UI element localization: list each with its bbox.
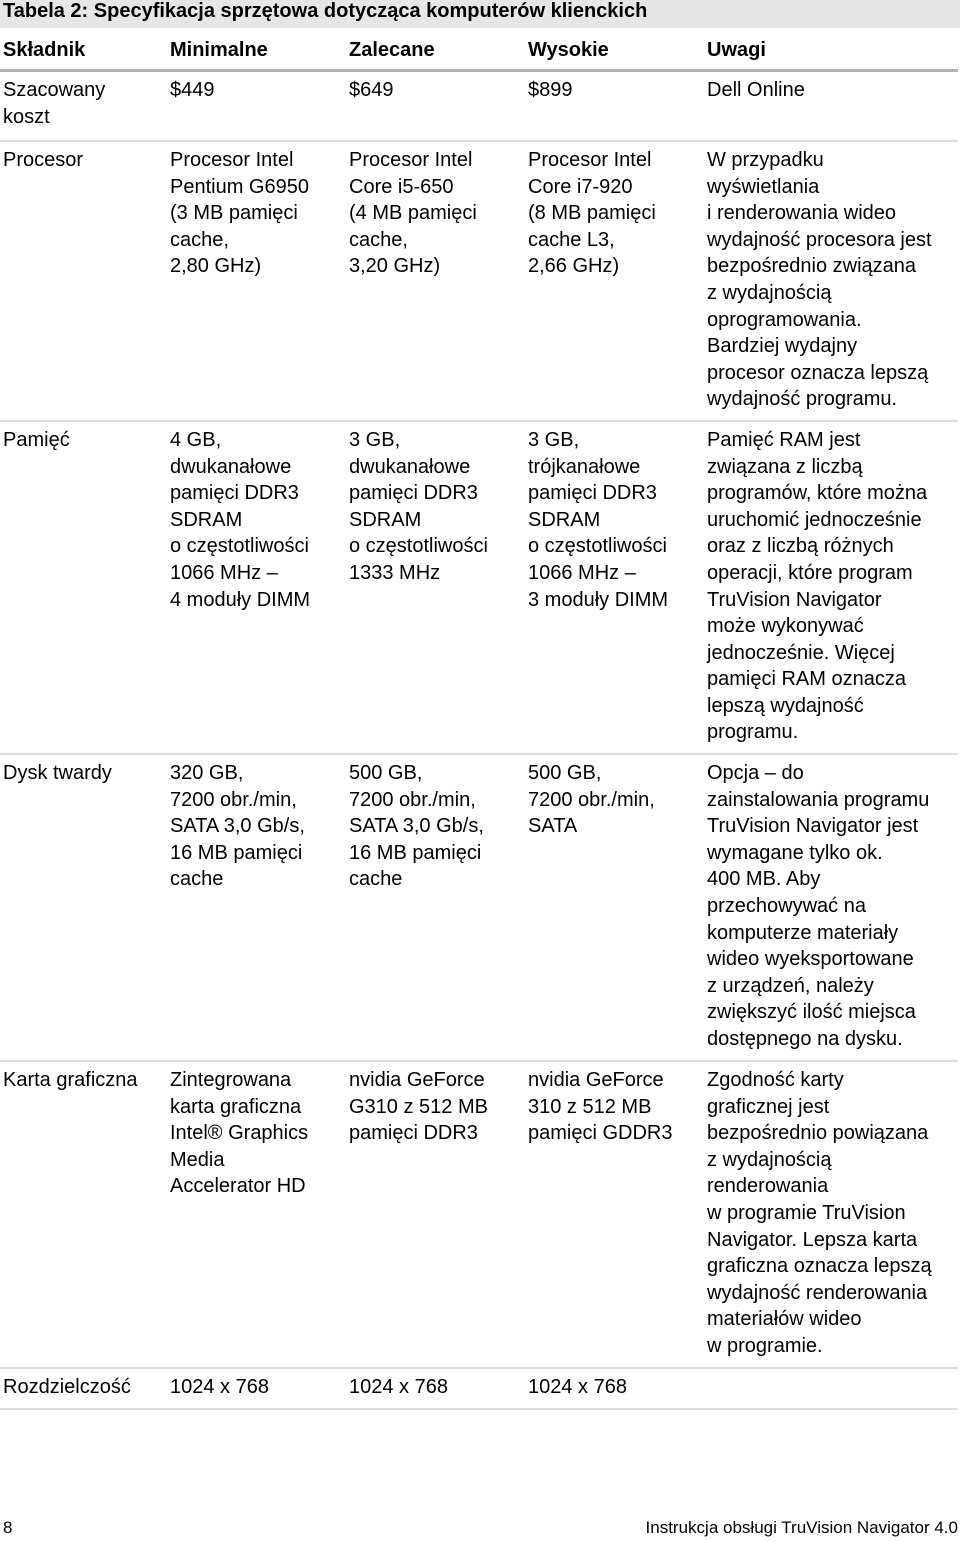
- cell-notes: Pamięć RAM jest związana z liczbą programów, które można uruchomić jednocześnie oraz z liczbą różnych operacji, które program TruVision Navigator może wykonywać jednocześnie. Więcej pamięci RAM oznacza lepszą wydajność programu.: [704, 421, 958, 754]
- table-header-row: [0, 31, 958, 71]
- cell-notes: Zgodność karty graficznej jest bezpośrednio powiązana z wydajnością renderowania w programie TruVision Navigator. Lepsza karta graficzna oznacza lepszą wydajność renderowania materiałów wideo w programie.: [704, 1061, 958, 1368]
- cell-minimum: 4 GB, dwukanałowe pamięci DDR3 SDRAM o częstotliwości 1066 MHz – 4 moduły DIMM: [167, 421, 346, 754]
- header-component: Składnik: [0, 31, 167, 71]
- cell-notes: W przypadku wyświetlania i renderowania wideo wydajność procesora jest bezpośrednio związana z wydajnością oprogramowania. Bardziej wydajny procesor oznacza lepszą wydajność programu.: [704, 141, 958, 421]
- cell-high: $899: [525, 71, 704, 142]
- table-row: [0, 1061, 958, 1368]
- table-row: [0, 1368, 958, 1409]
- cell-recommended: nvidia GeForce G310 z 512 MB pamięci DDR3: [346, 1061, 525, 1368]
- page-number: 8: [3, 1518, 13, 1537]
- cell-minimum: 1024 x 768: [167, 1368, 346, 1409]
- cell-minimum: Procesor Intel Pentium G6950 (3 MB pamięci cache, 2,80 GHz): [167, 141, 346, 421]
- row-label: Rozdzielczość: [0, 1368, 167, 1409]
- row-label: Szacowany koszt: [0, 71, 167, 142]
- document-title: Instrukcja obsługi TruVision Navigator 4.0: [645, 1518, 958, 1537]
- header-high: Wysokie: [525, 31, 704, 71]
- cell-minimum: Zintegrowana karta graficzna Intel® Graphics Media Accelerator HD: [167, 1061, 346, 1368]
- table-row: [0, 754, 958, 1061]
- row-label: Karta graficzna: [0, 1061, 167, 1368]
- header-notes: Uwagi: [704, 31, 958, 71]
- header-recommended: Zalecane: [346, 31, 525, 71]
- table-row: [0, 421, 958, 754]
- cell-high: 500 GB, 7200 obr./min, SATA: [525, 754, 704, 1061]
- header-minimum: Minimalne: [167, 31, 346, 71]
- cell-high: Procesor Intel Core i7-920 (8 MB pamięci cache L3, 2,66 GHz): [525, 141, 704, 421]
- row-label: Procesor: [0, 141, 167, 421]
- cell-recommended: 500 GB, 7200 obr./min, SATA 3,0 Gb/s, 16 MB pamięci cache: [346, 754, 525, 1061]
- cell-minimum: $449: [167, 71, 346, 142]
- cell-recommended: $649: [346, 71, 525, 142]
- cell-high: nvidia GeForce 310 z 512 MB pamięci GDDR3: [525, 1061, 704, 1368]
- cell-notes: [704, 1368, 958, 1409]
- row-label: Dysk twardy: [0, 754, 167, 1061]
- cell-recommended: 1024 x 768: [346, 1368, 525, 1409]
- table-row: [0, 71, 958, 142]
- cell-high: 1024 x 768: [525, 1368, 704, 1409]
- cell-high: 3 GB, trójkanałowe pamięci DDR3 SDRAM o częstotliwości 1066 MHz – 3 moduły DIMM: [525, 421, 704, 754]
- table-row: [0, 141, 958, 421]
- cell-notes: Dell Online: [704, 71, 958, 142]
- table-caption: Tabela 2: Specyfikacja sprzętowa dotycząca komputerów klienckich: [0, 0, 960, 28]
- cell-notes: Opcja – do zainstalowania programu TruVision Navigator jest wymagane tylko ok. 400 MB. Aby przechowywać na komputerze materiały wideo wyeksportowane z urządzeń, należy zwiększyć ilość miejsca dostępnego na dysku.: [704, 754, 958, 1061]
- hardware-spec-table: [0, 31, 958, 1410]
- cell-minimum: 320 GB, 7200 obr./min, SATA 3,0 Gb/s, 16 MB pamięci cache: [167, 754, 346, 1061]
- cell-recommended: 3 GB, dwukanałowe pamięci DDR3 SDRAM o częstotliwości 1333 MHz: [346, 421, 525, 754]
- row-label: Pamięć: [0, 421, 167, 754]
- cell-recommended: Procesor Intel Core i5-650 (4 MB pamięci cache, 3,20 GHz): [346, 141, 525, 421]
